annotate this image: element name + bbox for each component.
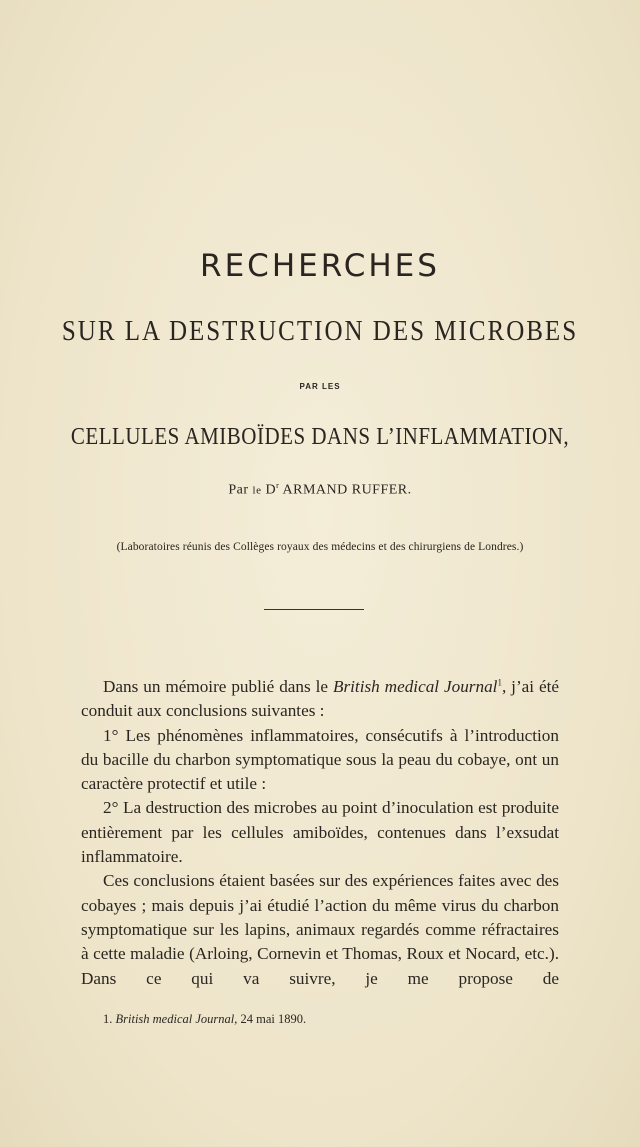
- footnote-journal: British medical Journal,: [115, 1012, 238, 1026]
- body-text: [81, 675, 559, 991]
- page-subtitle: SUR LA DESTRUCTION DES MICROBES: [61, 316, 579, 347]
- author-dr-sup: r: [276, 481, 280, 490]
- page-title: RECHERCHES: [200, 248, 440, 284]
- paragraph-1-end: , j’ai été conduit aux conclusions suivantes :: [81, 677, 560, 721]
- footnote-number: 1.: [103, 1012, 113, 1026]
- footnote: [103, 1012, 306, 1027]
- author-le: le: [252, 484, 262, 497]
- author-dr: D: [265, 482, 277, 498]
- paragraph-4: Ces conclusions étaient basées sur des expériences faites avec des cobayes ; mais depuis j’ai étudié l’action du même virus du charbon symptomatique sur les lapins, animaux regardés comme réfractaires à cette maladie (Arloing, Cornevin et Thomas, Roux et Nocard, etc.). Dans ce qui va suivre, je me propose de: [81, 871, 559, 988]
- author-par: Par: [228, 482, 249, 498]
- footnote-date: 24 mai 1890.: [240, 1012, 307, 1026]
- paragraph-1-start: Dans un mémoire publié dans le: [103, 677, 333, 696]
- par-les-label: PAR LES: [299, 382, 341, 391]
- paragraph-3: 2° La destruction des microbes au point d’inoculation est produite entièrement par les cellules amiboïdes, contenues dans l’exsudat inflammatoire.: [81, 798, 559, 867]
- paragraph-1: [81, 675, 559, 724]
- separator-rule: [264, 609, 364, 610]
- affiliation: (Laboratoires réunis des Collèges royaux des médecins et des chirurgiens de Londres.): [116, 541, 524, 553]
- page-subtitle-continuation: CELLULES AMIBOÏDES DANS L’INFLAMMATION,: [70, 422, 570, 450]
- paragraph-2: 1° Les phénomènes inflammatoires, consécutifs à l’introduction du bacille du charbon symptomatique sous la peau du cobaye, ont un caractère protectif et utile :: [81, 725, 559, 794]
- journal-name: British medical Journal: [332, 677, 498, 696]
- author-line: [0, 481, 640, 499]
- author-name: ARMAND RUFFER.: [282, 482, 412, 498]
- footnote-ref: 1: [497, 677, 502, 688]
